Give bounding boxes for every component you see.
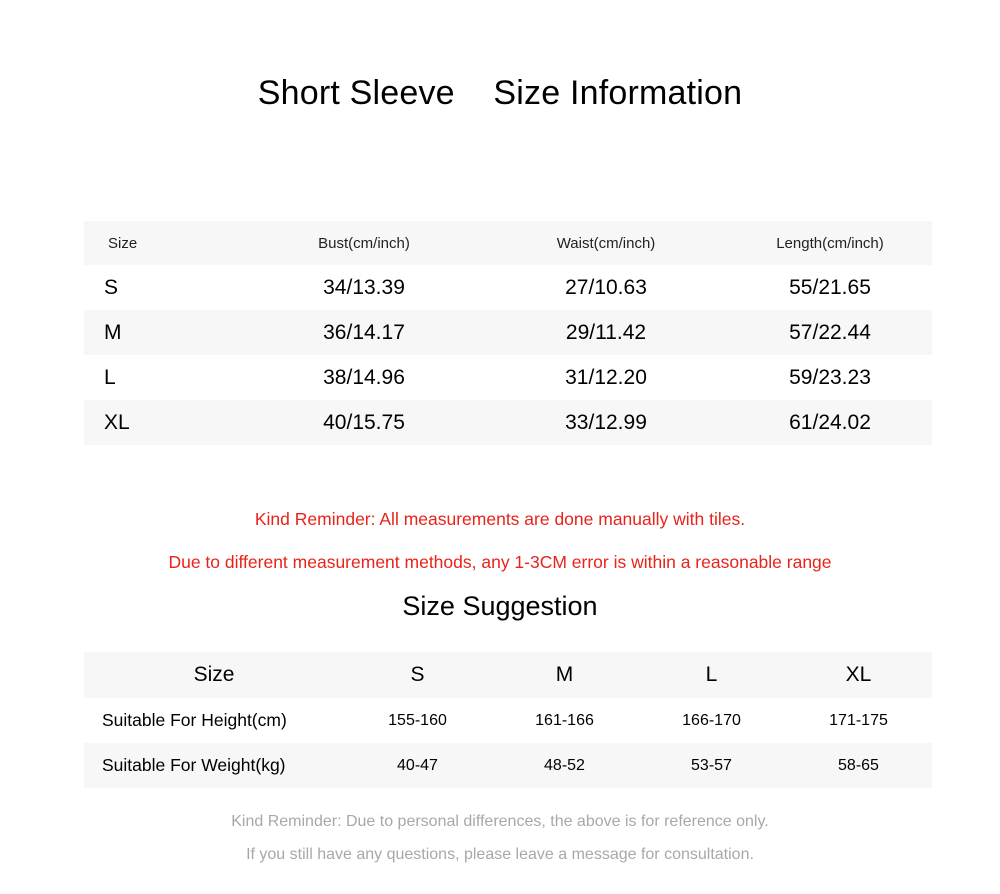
table-row <box>84 355 932 400</box>
cell-length: 61/24.02 <box>789 410 871 434</box>
table-row <box>84 265 932 310</box>
footer-note-line-2: If you still have any questions, please leave a message for consultation. <box>246 846 754 863</box>
table-row <box>84 400 932 445</box>
cell-size: M <box>104 320 122 344</box>
cell-waist: 33/12.99 <box>565 410 647 434</box>
cell-weight-m: 48-52 <box>544 756 585 774</box>
size-information-table <box>84 221 932 445</box>
suggestion-header-xl: XL <box>785 652 932 698</box>
cell-waist: 31/12.20 <box>565 365 647 389</box>
cell-size: XL <box>104 410 130 434</box>
measurement-reminder-line-2: Due to different measurement methods, any 1-3CM error is within a reasonable range <box>168 552 832 572</box>
cell-weight-s: 40-47 <box>397 756 438 774</box>
cell-waist: 27/10.63 <box>565 275 647 299</box>
footer-note-line-1: Kind Reminder: Due to personal differences, the above is for reference only. <box>231 813 769 830</box>
suggestion-header-s: S <box>344 652 491 698</box>
suggestion-header-m: M <box>491 652 638 698</box>
suggestion-header-size: Size <box>84 652 344 698</box>
page-title <box>0 0 1000 113</box>
cell-bust: 38/14.96 <box>323 365 405 389</box>
measurement-reminder-line-1: Kind Reminder: All measurements are done manually with tiles. <box>254 509 746 529</box>
cell-height-l: 166-170 <box>682 711 741 729</box>
column-header-bust: Bust(cm/inch) <box>244 221 484 265</box>
table-row <box>84 310 932 355</box>
page-title-suffix: Size Information <box>493 74 743 112</box>
page-title-product: Short Sleeve <box>257 74 455 112</box>
cell-length: 59/23.23 <box>789 365 871 389</box>
cell-weight-l: 53-57 <box>691 756 732 774</box>
suggestion-header-l: L <box>638 652 785 698</box>
column-header-waist: Waist(cm/inch) <box>484 221 728 265</box>
cell-size: L <box>104 365 116 389</box>
cell-height-xl: 171-175 <box>829 711 888 729</box>
cell-height-s: 155-160 <box>388 711 447 729</box>
cell-bust: 40/15.75 <box>323 410 405 434</box>
column-header-length: Length(cm/inch) <box>728 221 932 265</box>
cell-height-m: 161-166 <box>535 711 594 729</box>
cell-weight-xl: 58-65 <box>838 756 879 774</box>
cell-length: 57/22.44 <box>789 320 871 344</box>
size-suggestion-heading: Size Suggestion <box>402 591 598 621</box>
table-header-row <box>84 221 932 265</box>
table-row <box>84 743 932 788</box>
cell-size: S <box>104 275 119 299</box>
cell-length: 55/21.65 <box>789 275 871 299</box>
table-row <box>84 698 932 743</box>
cell-bust: 34/13.39 <box>323 275 405 299</box>
cell-waist: 29/11.42 <box>565 320 647 344</box>
suggestion-header-row <box>84 652 932 698</box>
row-label-weight: Suitable For Weight(kg) <box>102 755 286 775</box>
column-header-size: Size <box>84 221 244 265</box>
row-label-height: Suitable For Height(cm) <box>102 710 287 730</box>
cell-bust: 36/14.17 <box>323 320 405 344</box>
size-suggestion-table <box>84 652 932 788</box>
